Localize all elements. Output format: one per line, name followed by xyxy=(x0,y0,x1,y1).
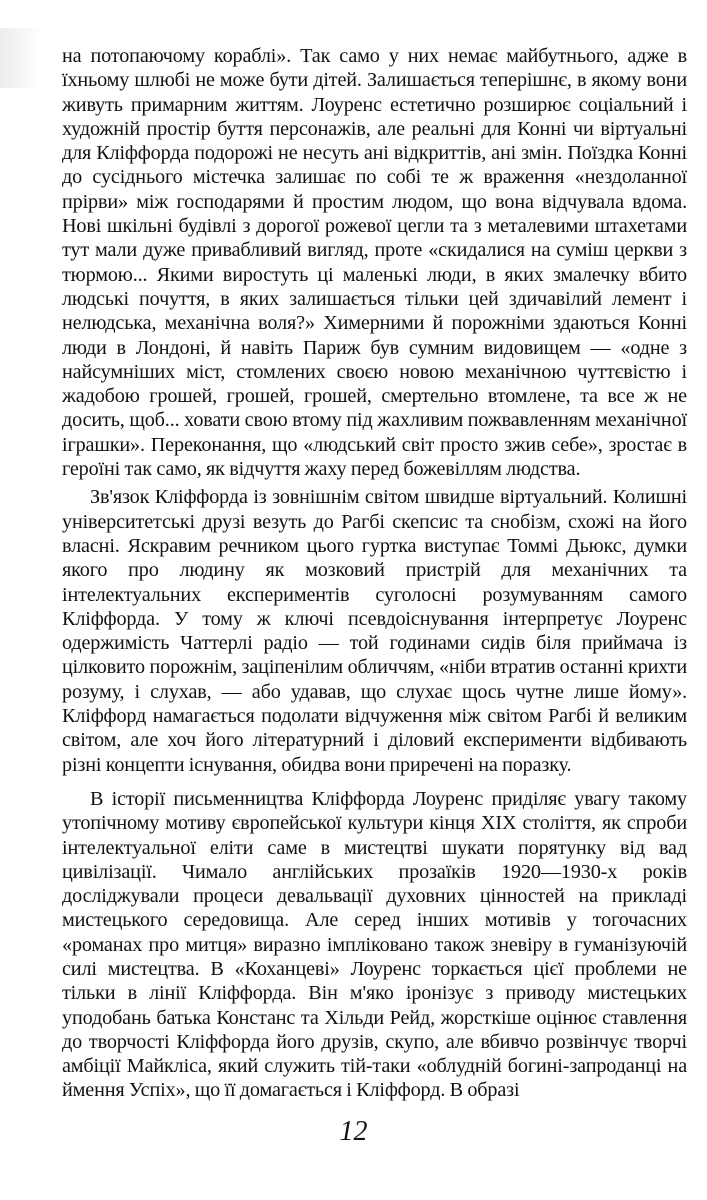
page-number: 12 xyxy=(339,1116,368,1147)
document-page xyxy=(62,44,687,1103)
paragraph-3: В історії письменництва Кліффорда Лоуренс приділяє увагу такому утопічному мотиву європейської культури кінця XIX століття, як спроби інтелектуальної еліти саме в мистецтві шукати порятунку від вад цивілізації. Чимало англійських прозаїків 1920—1930-х років досліджували процеси девальвації духовних цінностей на прикладі мистецького середовища. Але серед інших мотивів у тогочасних «романах про митця» виразно імпліковано також зневіру в гуманізуючій силі мистецтва. В «Коханцеві» Лоуренс торкається цієї проблеми не тільки в лінії Кліффорда. Він м'яко іронізує з приводу мистецьких уподобань батька Констанс та Хільди Рейд, жорсткіше оцінює ставлення до творчості Кліффорда його друзів, скупо, але вбивчо розвінчує творчі амбіції Майкліса, який служить тій-таки «облудній богині-запроданці на ймення Успіх», що її домагається і Кліффорд. В образі xyxy=(62,787,687,1102)
paragraph-2: Зв'язок Кліффорда із зовнішнім світом швидше віртуальний. Колишні університетські друзі везуть до Рагбі скепсис та снобізм, схожі на його власні. Яскравим речником цього гуртка виступає Томмі Дьюкс, думки якого про людину як мозковий пристрій для механічних та інтелектуальних експериментів суголосні розумуванням самого Кліффорда. У тому ж ключі псевдоіснування інтерпретує Лоуренс одержимість Чаттерлі радіо — той годинами сидів біля приймача із цілковито порожнім, заціпенілим обличчям, «ніби втратив останні крихти розуму, і слухав, — або удавав, що слухає щось чутне лише йому». Кліффорд намагається подолати відчуження між світом Рагбі й великим світом, але хоч його літературний і діловий експерименти відбивають різні концепти існування, обидва вони приречені на поразку. xyxy=(62,486,687,776)
scan-edge-shadow xyxy=(0,28,40,88)
paragraph-1: на потопаючому кораблі». Так само у них немає майбутнього, адже в їхньому шлюбі не може бути дітей. Залишається теперішнє, в якому вони живуть примарним життям. Лоуренс естетично розширює соціальний і художній простір буття персонажів, але реальні для Конні чи віртуальні для Кліффорда подорожі не несуть ані відкриттів, ані змін. Поїздка Конні до сусіднього містечка залишає по собі те ж враження «нездоланної прірви» між господарями й простим людом, що вона відчувала вдома. Нові шкільні будівлі з дорогої рожевої цегли та з металевими штахетами тут мали дуже привабливий вигляд, проте «скидалися на суміш церкви з тюрмою... Якими виростуть ці маленькі люди, в яких змалечку вбито людські почуття, в яких залишається тільки цей здичавілий лемент і нелюдська, механічна воля?» Химерними й порожніми здаються Конні люди в Лондоні, й навіть Париж був сумним видовищем — «одне з найсумніших міст, стомлених своєю новою механічною чуттєвістю і жадобою грошей, грошей, грошей, смертельно втомлене, та все ж не досить, щоб... ховати свою втому під жахливим пожвавленням механічної іграшки». Переконання, що «людський світ просто зжив себе», зростає в героїні так само, як відчуття жаху перед божевіллям людства. xyxy=(62,45,687,481)
